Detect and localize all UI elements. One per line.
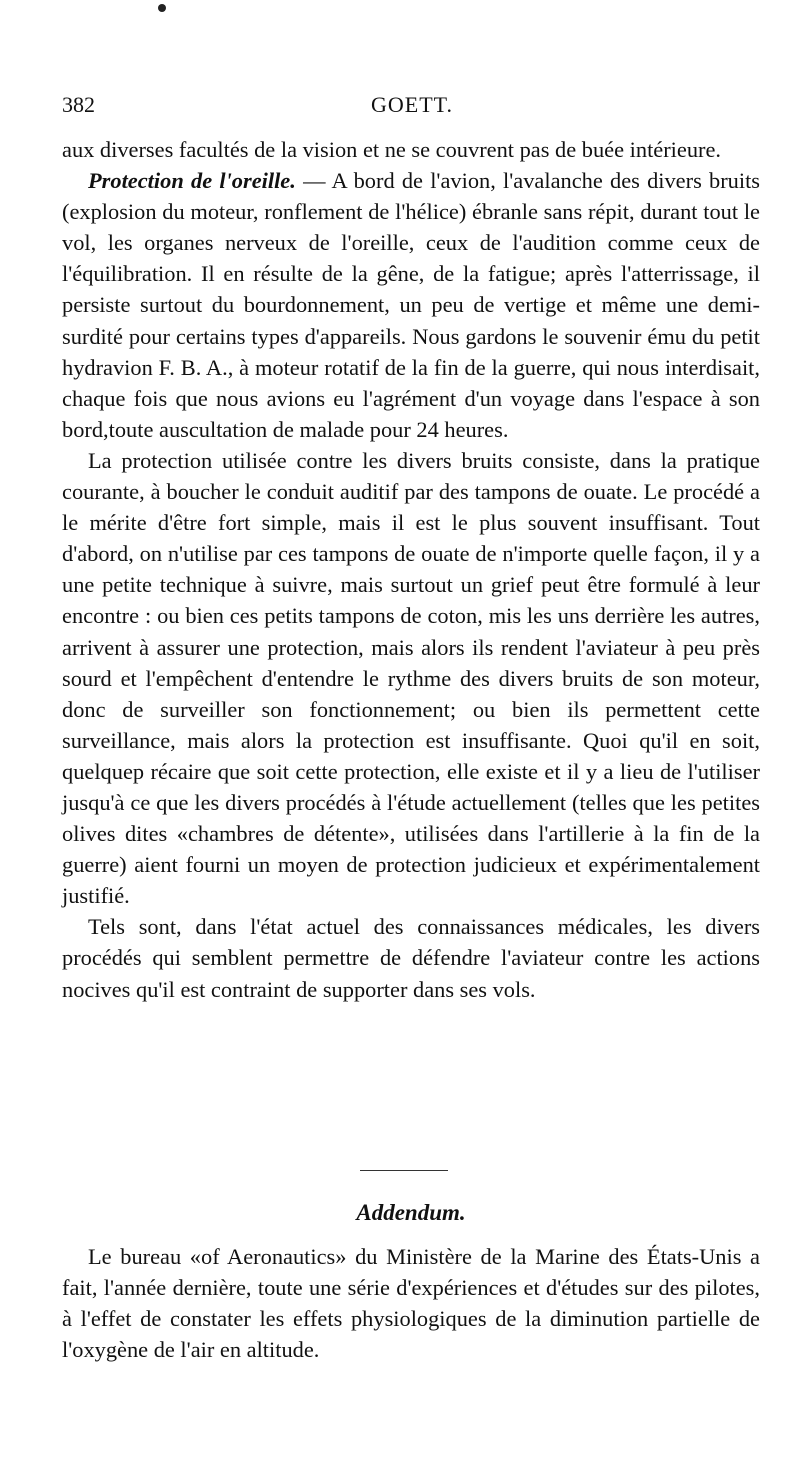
paragraph-1: aux diverses facultés de la vision et ne se couvrent pas de buée intérieure. [62, 137, 722, 162]
addendum-body [62, 1241, 760, 1365]
section-divider [360, 1170, 448, 1171]
paragraph-2 [62, 165, 760, 445]
addendum-paragraph: Le bureau «of Aeronautics» du Ministère de la Marine des États-Unis a fait, l'année dernière, toute une série d'expériences et d'études sur des pilotes, à l'effet de constater les effets physiologiques de la diminution partielle de l'oxygène de l'air en altitude. [62, 1244, 760, 1363]
page-number: 382 [62, 92, 95, 117]
running-head: GOETT. [371, 92, 453, 117]
section-title-protection-oreille: Protection de l'oreille. [88, 168, 296, 194]
paragraph-2-text: — A bord de l'avion, l'avalanche des divers bruits (explosion du moteur, ronflement de l'hélice) ébranle sans répit, durant tout le vol, les organes nerveux de l'oreille, ceux de l'audition comme ceux de l'équilibration. Il en résulte de la gêne, de la fatigue; après l'atterrissage, il persiste surtout du bourdonnement, un peu de vertige et même une demi-surdité pour certains types d'appareils. Nous gardons le souvenir ému du petit hydravion F. B. A., à moteur rotatif de la fin de la guerre, qui nous interdisait, chaque fois que nous avions eu l'agrément d'un voyage dans l'espace à son bord,toute auscultation de malade pour 24 heures. [62, 168, 761, 442]
page-header [62, 92, 762, 122]
addendum-title: Addendum. [356, 1200, 466, 1225]
paragraph-4: Tels sont, dans l'état actuel des connaissances médicales, les divers procédés qui semblent permettre de défendre l'aviateur contre les actions nocives qu'il est contraint de supporter dans ses vols. [62, 914, 760, 1002]
paragraph-3: La protection utilisée contre les divers bruits consiste, dans la pratique courante, à boucher le conduit auditif par des tampons de ouate. Le procédé a le mérite d'être fort simple, mais il est le plus souvent insuffisant. Tout d'abord, on n'utilise par ces tampons de ouate de n'importe quelle façon, il y a une petite technique à suivre, mais surtout un grief peut être formulé à leur encontre : ou bien ces petits tampons de coton, mis les uns derrière les autres, arrivent à assurer une protection, mais alors ils rendent l'aviateur à peu près sourd et l'empêchent d'entendre le rythme des divers bruits de son moteur, donc de surveiller son fonctionnement; ou bien ils permettent cette surveillance, mais alors la protection est insuffisante. Quoi qu'il en soit, quelquep récaire que soit cette protection, elle existe et il y a lieu de l'utiliser jusqu'à ce que les divers procédés à l'étude actuellement (telles que les petites olives dites «chambres de détente», utilisées dans l'artillerie à la fin de la guerre) aient fourni un moyen de protection judicieux et expérimentalement justifié. [62, 447, 760, 909]
main-text [62, 134, 760, 1005]
ink-speck [158, 4, 166, 12]
